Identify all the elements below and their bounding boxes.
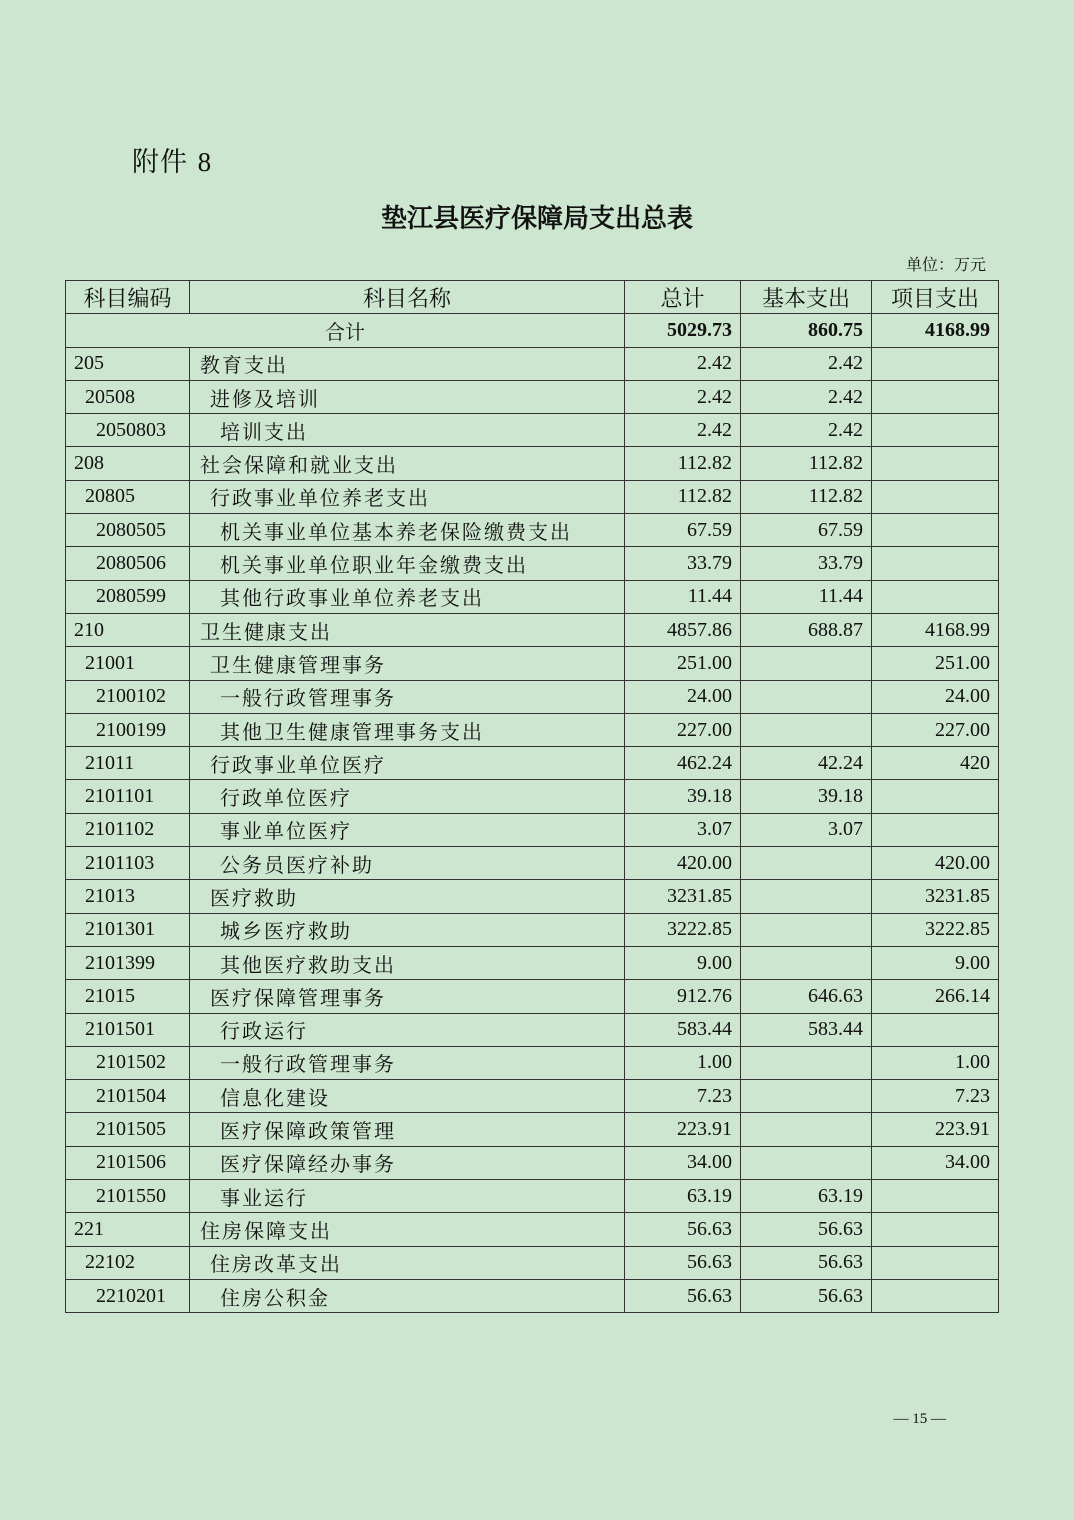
- row-name: 医疗保障管理事务: [190, 980, 625, 1013]
- table-row: [66, 1146, 999, 1179]
- row-code: 205: [66, 347, 190, 380]
- row-name: 一般行政管理事务: [190, 1046, 625, 1079]
- row-name: 机关事业单位基本养老保险缴费支出: [190, 514, 625, 547]
- attachment-number: 8: [197, 147, 213, 177]
- row-total: 2.42: [625, 414, 741, 447]
- row-total: 56.63: [625, 1279, 741, 1312]
- header-code: 科目编码: [66, 281, 190, 314]
- table-row: [66, 613, 999, 646]
- row-total: 39.18: [625, 780, 741, 813]
- row-project: [872, 1279, 999, 1312]
- row-code: 2080505: [66, 514, 190, 547]
- row-name: 教育支出: [190, 347, 625, 380]
- row-project: [872, 580, 999, 613]
- row-basic: [741, 946, 872, 979]
- header-basic: 基本支出: [741, 281, 872, 314]
- row-basic: 583.44: [741, 1013, 872, 1046]
- row-name: 行政运行: [190, 1013, 625, 1046]
- row-project: 251.00: [872, 647, 999, 680]
- row-total: 63.19: [625, 1180, 741, 1213]
- row-code: 210: [66, 613, 190, 646]
- row-total: 3.07: [625, 813, 741, 846]
- row-project: 227.00: [872, 713, 999, 746]
- row-basic: [741, 647, 872, 680]
- row-code: 2101502: [66, 1046, 190, 1079]
- row-name: 行政事业单位养老支出: [190, 480, 625, 513]
- row-name: 卫生健康支出: [190, 613, 625, 646]
- row-basic: [741, 847, 872, 880]
- page-number: — 15 —: [893, 1411, 946, 1427]
- row-total: 11.44: [625, 580, 741, 613]
- table-row: [66, 713, 999, 746]
- page-title: 垫江县医疗保障局支出总表: [380, 204, 693, 234]
- row-basic: 56.63: [741, 1246, 872, 1279]
- row-code: 2210201: [66, 1279, 190, 1312]
- table-row: [66, 747, 999, 780]
- row-project: [872, 1013, 999, 1046]
- row-project: [872, 547, 999, 580]
- table-row: [66, 847, 999, 880]
- row-basic: 63.19: [741, 1180, 872, 1213]
- row-total: 7.23: [625, 1080, 741, 1113]
- row-basic: [741, 1080, 872, 1113]
- total-basic: 860.75: [741, 314, 872, 347]
- row-basic: 33.79: [741, 547, 872, 580]
- row-name: 社会保障和就业支出: [190, 447, 625, 480]
- row-project: [872, 414, 999, 447]
- row-basic: 56.63: [741, 1213, 872, 1246]
- row-name: 事业运行: [190, 1180, 625, 1213]
- attachment-label: [132, 140, 212, 179]
- row-code: 2101506: [66, 1146, 190, 1179]
- row-project: [872, 480, 999, 513]
- row-name: 事业单位医疗: [190, 813, 625, 846]
- row-basic: [741, 713, 872, 746]
- header-total: 总计: [625, 281, 741, 314]
- row-code: 21001: [66, 647, 190, 680]
- row-basic: 2.42: [741, 380, 872, 413]
- row-basic: 39.18: [741, 780, 872, 813]
- row-basic: 56.63: [741, 1279, 872, 1312]
- row-code: 2080599: [66, 580, 190, 613]
- row-total: 56.63: [625, 1246, 741, 1279]
- table-row: [66, 580, 999, 613]
- row-project: [872, 813, 999, 846]
- row-name: 进修及培训: [190, 380, 625, 413]
- row-code: 21015: [66, 980, 190, 1013]
- row-total: 3231.85: [625, 880, 741, 913]
- row-project: [872, 447, 999, 480]
- row-code: 2050803: [66, 414, 190, 447]
- row-name: 其他医疗救助支出: [190, 946, 625, 979]
- row-code: 221: [66, 1213, 190, 1246]
- row-total: 34.00: [625, 1146, 741, 1179]
- attachment-text: 附件: [132, 147, 188, 178]
- row-basic: [741, 1046, 872, 1079]
- row-total: 2.42: [625, 347, 741, 380]
- row-code: 22102: [66, 1246, 190, 1279]
- row-name: 其他卫生健康管理事务支出: [190, 713, 625, 746]
- table-row: [66, 1013, 999, 1046]
- total-total: 5029.73: [625, 314, 741, 347]
- row-project: [872, 514, 999, 547]
- row-code: 2101504: [66, 1080, 190, 1113]
- row-project: 1.00: [872, 1046, 999, 1079]
- row-code: 2101501: [66, 1013, 190, 1046]
- row-code: 20805: [66, 480, 190, 513]
- row-project: 7.23: [872, 1080, 999, 1113]
- row-basic: 688.87: [741, 613, 872, 646]
- row-name: 其他行政事业单位养老支出: [190, 580, 625, 613]
- row-name: 住房改革支出: [190, 1246, 625, 1279]
- row-name: 医疗保障经办事务: [190, 1146, 625, 1179]
- row-total: 112.82: [625, 447, 741, 480]
- row-project: [872, 347, 999, 380]
- row-total: 420.00: [625, 847, 741, 880]
- row-basic: [741, 913, 872, 946]
- table-row: [66, 1080, 999, 1113]
- row-project: [872, 1213, 999, 1246]
- row-basic: 2.42: [741, 414, 872, 447]
- row-project: [872, 1180, 999, 1213]
- row-basic: [741, 1146, 872, 1179]
- row-code: 2100199: [66, 713, 190, 746]
- total-row: [66, 314, 999, 347]
- row-code: 2101550: [66, 1180, 190, 1213]
- row-name: 培训支出: [190, 414, 625, 447]
- row-code: 2101399: [66, 946, 190, 979]
- row-basic: 67.59: [741, 514, 872, 547]
- table-row: [66, 647, 999, 680]
- row-code: 20508: [66, 380, 190, 413]
- row-name: 医疗保障政策管理: [190, 1113, 625, 1146]
- table-row: [66, 880, 999, 913]
- row-code: 2101101: [66, 780, 190, 813]
- table-row: [66, 414, 999, 447]
- table-row: [66, 347, 999, 380]
- row-name: 行政单位医疗: [190, 780, 625, 813]
- header-project: 项目支出: [872, 281, 999, 314]
- table-row: [66, 913, 999, 946]
- row-total: 227.00: [625, 713, 741, 746]
- row-project: 9.00: [872, 946, 999, 979]
- table-row: [66, 480, 999, 513]
- row-project: 24.00: [872, 680, 999, 713]
- row-project: 420: [872, 747, 999, 780]
- row-project: 4168.99: [872, 613, 999, 646]
- row-total: 912.76: [625, 980, 741, 1013]
- table-row: [66, 447, 999, 480]
- row-basic: 112.82: [741, 447, 872, 480]
- row-project: 34.00: [872, 1146, 999, 1179]
- row-project: 420.00: [872, 847, 999, 880]
- row-name: 城乡医疗救助: [190, 913, 625, 946]
- row-basic: 42.24: [741, 747, 872, 780]
- row-total: 4857.86: [625, 613, 741, 646]
- row-basic: 3.07: [741, 813, 872, 846]
- row-name: 信息化建设: [190, 1080, 625, 1113]
- row-total: 3222.85: [625, 913, 741, 946]
- row-name: 行政事业单位医疗: [190, 747, 625, 780]
- table-row: [66, 380, 999, 413]
- row-name: 住房公积金: [190, 1279, 625, 1312]
- row-project: 266.14: [872, 980, 999, 1013]
- row-name: 机关事业单位职业年金缴费支出: [190, 547, 625, 580]
- row-total: 251.00: [625, 647, 741, 680]
- row-code: 21011: [66, 747, 190, 780]
- table-row: [66, 514, 999, 547]
- table-row: [66, 1180, 999, 1213]
- row-total: 223.91: [625, 1113, 741, 1146]
- table-row: [66, 980, 999, 1013]
- table-row: [66, 1246, 999, 1279]
- total-project: 4168.99: [872, 314, 999, 347]
- table-row: [66, 780, 999, 813]
- row-name: 公务员医疗补助: [190, 847, 625, 880]
- header-name: 科目名称: [190, 281, 625, 314]
- table-row: [66, 1046, 999, 1079]
- row-code: 2101301: [66, 913, 190, 946]
- row-code: 2100102: [66, 680, 190, 713]
- row-project: 223.91: [872, 1113, 999, 1146]
- row-total: 462.24: [625, 747, 741, 780]
- row-name: 一般行政管理事务: [190, 680, 625, 713]
- row-project: 3231.85: [872, 880, 999, 913]
- row-basic: [741, 680, 872, 713]
- row-basic: [741, 880, 872, 913]
- unit-label: 单位：万元: [905, 255, 986, 274]
- row-total: 1.00: [625, 1046, 741, 1079]
- table-row: [66, 1213, 999, 1246]
- row-code: 2080506: [66, 547, 190, 580]
- row-total: 9.00: [625, 946, 741, 979]
- table-row: [66, 1279, 999, 1312]
- row-code: 2101102: [66, 813, 190, 846]
- table-row: [66, 813, 999, 846]
- row-total: 67.59: [625, 514, 741, 547]
- row-code: 208: [66, 447, 190, 480]
- row-total: 24.00: [625, 680, 741, 713]
- row-total: 583.44: [625, 1013, 741, 1046]
- row-basic: 2.42: [741, 347, 872, 380]
- table-row: [66, 946, 999, 979]
- table-header-row: [66, 281, 999, 314]
- row-name: 医疗救助: [190, 880, 625, 913]
- row-code: 2101505: [66, 1113, 190, 1146]
- row-basic: 11.44: [741, 580, 872, 613]
- expenditure-table: [65, 280, 999, 1313]
- row-total: 33.79: [625, 547, 741, 580]
- row-total: 112.82: [625, 480, 741, 513]
- row-basic: [741, 1113, 872, 1146]
- table-row: [66, 1113, 999, 1146]
- row-project: 3222.85: [872, 913, 999, 946]
- row-project: [872, 380, 999, 413]
- row-basic: 646.63: [741, 980, 872, 1013]
- row-code: 2101103: [66, 847, 190, 880]
- row-name: 住房保障支出: [190, 1213, 625, 1246]
- table-row: [66, 547, 999, 580]
- row-basic: 112.82: [741, 480, 872, 513]
- row-total: 56.63: [625, 1213, 741, 1246]
- row-name: 卫生健康管理事务: [190, 647, 625, 680]
- row-project: [872, 1246, 999, 1279]
- table-row: [66, 680, 999, 713]
- row-code: 21013: [66, 880, 190, 913]
- total-label: 合计: [66, 314, 625, 347]
- row-project: [872, 780, 999, 813]
- row-total: 2.42: [625, 380, 741, 413]
